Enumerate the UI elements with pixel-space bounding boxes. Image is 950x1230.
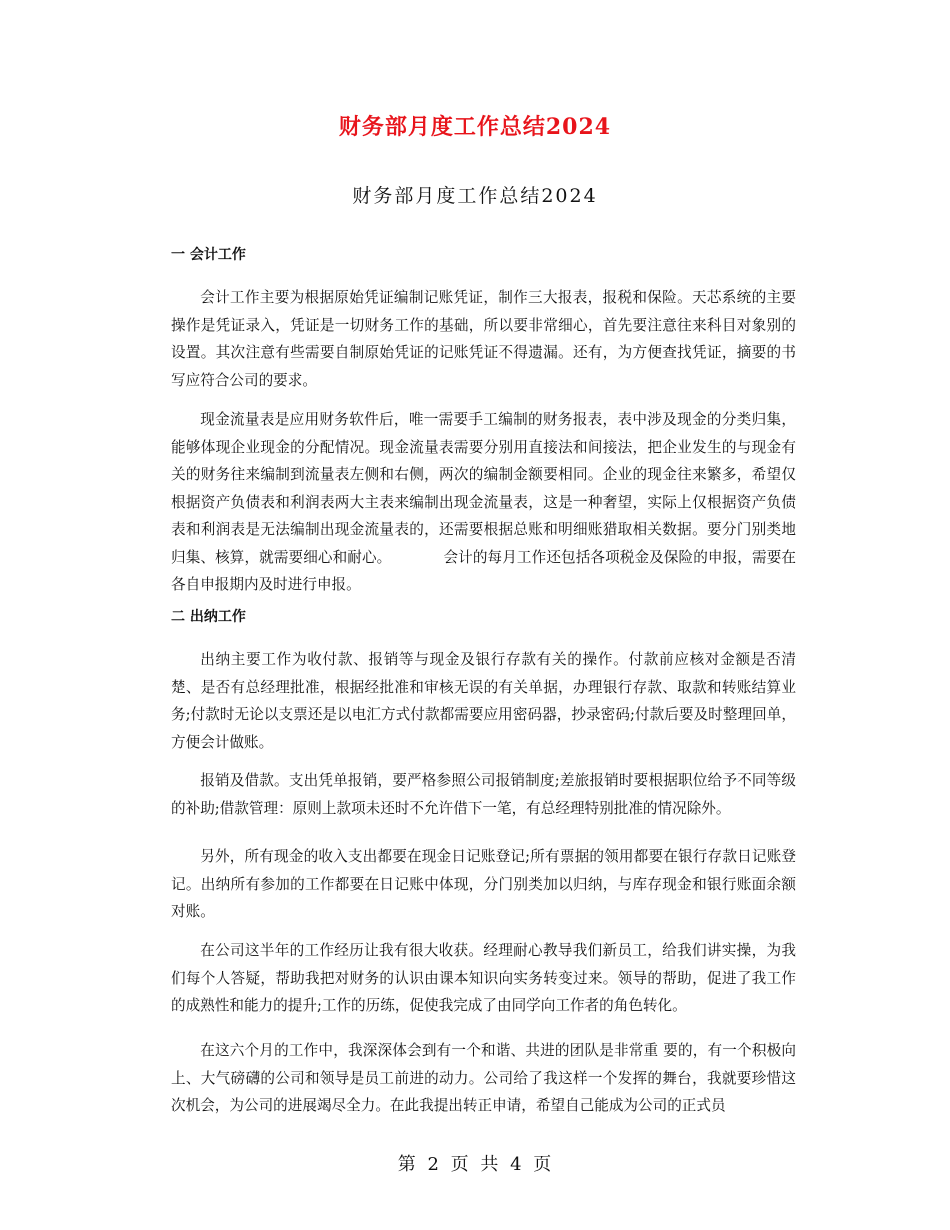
paragraph-cash-flow xyxy=(171,406,796,599)
paragraph-cashier-intro: 出纳主要工作为收付款、报销等与现金及银行存款有关的操作。付款前应核对金额是否清楚、是否有总经理批准，根据经批准和审核无误的有关单据，办理银行存款、取款和转账结算业务;付款时无论以支票还是以电汇方式付款都需要应用密码器，抄录密码;付款后要及时整理回单，方便会计做账。 xyxy=(171,651,796,751)
document-main-title: 财务部月度工作总结2024 xyxy=(338,114,612,140)
paragraph-experience: 在公司这半年的工作经历让我有很大收获。经理耐心教导我们新员工，给我们讲实操，为我们每个人答疑，帮助我把对财务的认识由课本知识向实务转变过来。领导的帮助，促进了我工作的成熟性和能力的提升;工作的历练，促使我完成了由同学向工作者的角色转化。 xyxy=(171,942,796,1014)
paragraph-team: 在这六个月的工作中，我深深体会到有一个和谐、共进的团队是非常重 要的，有一个积极向上、大气磅礴的公司和领导是员工前进的动力。公司给了我这样一个发挥的舞台，我就要珍惜这次机会，为公司的进展竭尽全力。在此我提出转正申请，希望自己能成为公司的正式员 xyxy=(171,1042,796,1114)
page-indicator: 第 2 页 共 4 页 xyxy=(397,1154,553,1175)
section-heading-accounting: 一 会计工作 xyxy=(171,247,246,263)
document-sub-title: 财务部月度工作总结2024 xyxy=(352,185,598,207)
paragraph-accounting-intro: 会计工作主要为根据原始凭证编制记账凭证，制作三大报表，报税和保险。天芯系统的主要操作是凭证录入，凭证是一切财务工作的基础，所以要非常细心，首先要注意往来科目对象别的设置。其次注意有些需要自制原始凭证的记账凭证不得遗漏。还有，为方便查找凭证，摘要的书写应符合公司的要求。 xyxy=(171,289,796,389)
paragraph-journal: 另外，所有现金的收入支出都要在现金日记账登记;所有票据的领用都要在银行存款日记账登记。出纳所有参加的工作都要在日记账中体现，分门别类加以归纳，与库存现金和银行账面余额对账。 xyxy=(171,848,796,920)
section-heading-cashier: 二 出纳工作 xyxy=(171,609,246,625)
paragraph-cash-flow-text: 现金流量表是应用财务软件后，唯一需要手工编制的财务报表，表中涉及现金的分类归集，能够体现企业现金的分配情况。现金流量表需要分别用直接法和间接法，把企业发生的与现金有关的财务往来编制到流量表左侧和右侧，两次的编制金额要相同。企业的现金往来繁多，希望仅根据资产负债表和利润表两大主表来编制出现金流量表，这是一种奢望，实际上仅根据资产负债表和利润表是无法编制出现金流量表的，还需要根据总账和明细账猎取相关数据。要分门别类地归集、核算，就需要细心和耐心。 xyxy=(171,411,796,566)
paragraph-reimbursement: 报销及借款。支出凭单报销，要严格参照公司报销制度;差旅报销时要根据职位给予不同等级的补助;借款管理：原则上款项未还时不允许借下一笔，有总经理特别批准的情况除外。 xyxy=(171,772,796,817)
paragraph-tax-insurance-text: 会计的每月工作还包括各项税金及保险的申报，需要在各自申报期内及时进行申报。 xyxy=(171,548,796,593)
